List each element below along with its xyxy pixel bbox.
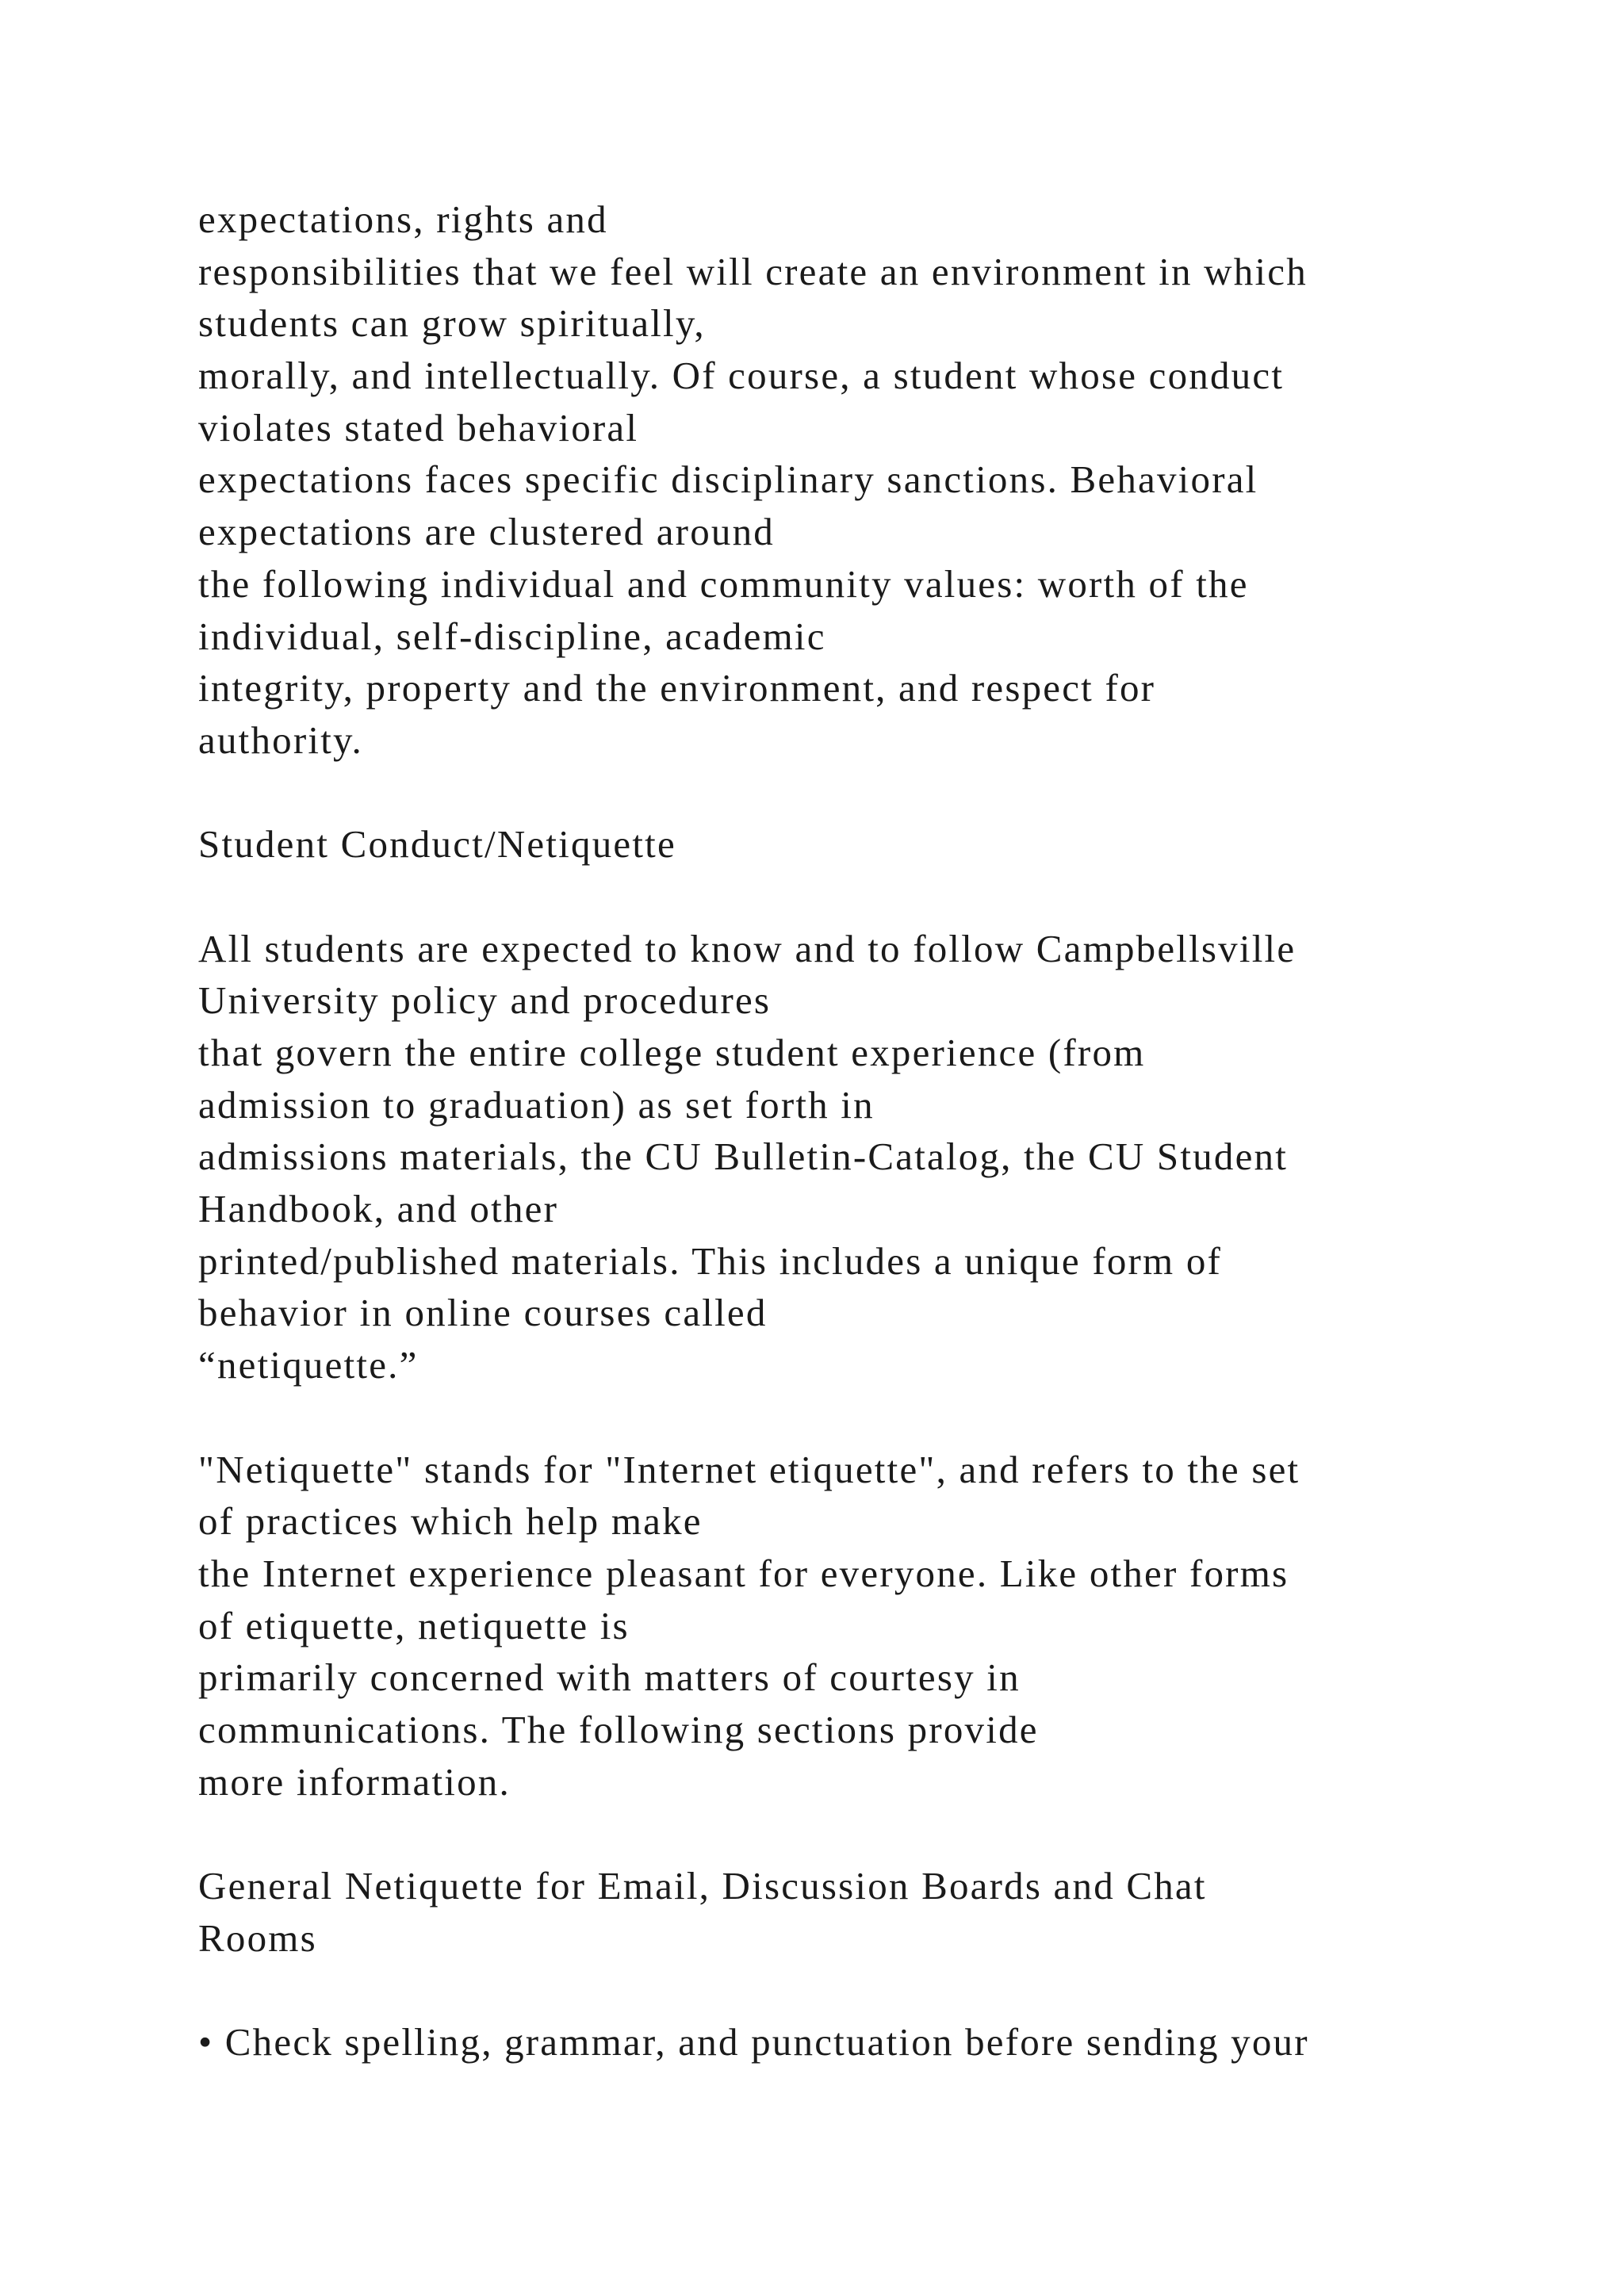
section-heading-student-conduct: Student Conduct/Netiquette	[198, 822, 676, 867]
text-line: authority.	[198, 718, 363, 762]
paragraph-gap	[198, 871, 1546, 923]
text-line: communications. The following sections provide	[198, 1707, 1039, 1751]
text-line: admissions materials, the CU Bulletin-Catalog, the CU Student	[198, 1135, 1289, 1179]
text-line: that govern the entire college student experience (from	[198, 1031, 1146, 1074]
text-line: integrity, property and the environment, and respect for	[198, 666, 1156, 710]
text-line: expectations, rights and	[198, 197, 608, 241]
text-line: the Internet experience pleasant for everyone. Like other forms	[198, 1551, 1289, 1595]
text-line: "Netiquette" stands for "Internet etiquette", and refers to the set	[198, 1447, 1300, 1491]
text-line: admission to graduation) as set forth in	[198, 1082, 875, 1127]
text-line: violates stated behavioral	[198, 405, 639, 450]
text-line: of etiquette, netiquette is	[198, 1603, 630, 1647]
text-line: General Netiquette for Email, Discussion Boards and Chat	[198, 1864, 1207, 1908]
text-line: students can grow spiritually,	[198, 301, 706, 346]
text-line: of practices which help make	[198, 1499, 703, 1544]
bullet-item: • Check spelling, grammar, and punctuation before sending your	[198, 2020, 1309, 2064]
text-line: University policy and procedures	[198, 978, 772, 1023]
paragraph-gap	[198, 1808, 1546, 1860]
text-line: All students are expected to know and to follow Campbellsville	[198, 926, 1297, 970]
paragraph-netiquette-definition	[198, 1444, 1546, 1808]
text-line: printed/published materials. This includes a unique form of	[198, 1238, 1223, 1283]
paragraph-behavioral-expectations	[198, 193, 1546, 767]
text-line: more information.	[198, 1759, 511, 1804]
text-line: “netiquette.”	[198, 1343, 419, 1387]
text-line: responsibilities that we feel will create an environment in which	[198, 249, 1308, 293]
text-line: morally, and intellectually. Of course, a student whose conduct	[198, 354, 1285, 398]
text-line: behavior in online courses called	[198, 1291, 768, 1335]
paragraph-university-policy	[198, 923, 1546, 1391]
text-line: expectations are clustered around	[198, 510, 775, 554]
document-body	[198, 193, 1546, 2068]
text-line: the following individual and community values: worth of the	[198, 561, 1249, 606]
text-line: expectations faces specific disciplinary sanctions. Behavioral	[198, 457, 1258, 502]
text-line: Handbook, and other	[198, 1187, 559, 1231]
section-heading-general-netiquette	[198, 1860, 1546, 1964]
paragraph-gap	[198, 1391, 1546, 1444]
text-line: Rooms	[198, 1915, 317, 1960]
text-line: individual, self-discipline, academic	[198, 614, 826, 658]
text-line: primarily concerned with matters of courtesy in	[198, 1655, 1021, 1700]
paragraph-gap	[198, 1964, 1546, 2016]
paragraph-gap	[198, 767, 1546, 819]
